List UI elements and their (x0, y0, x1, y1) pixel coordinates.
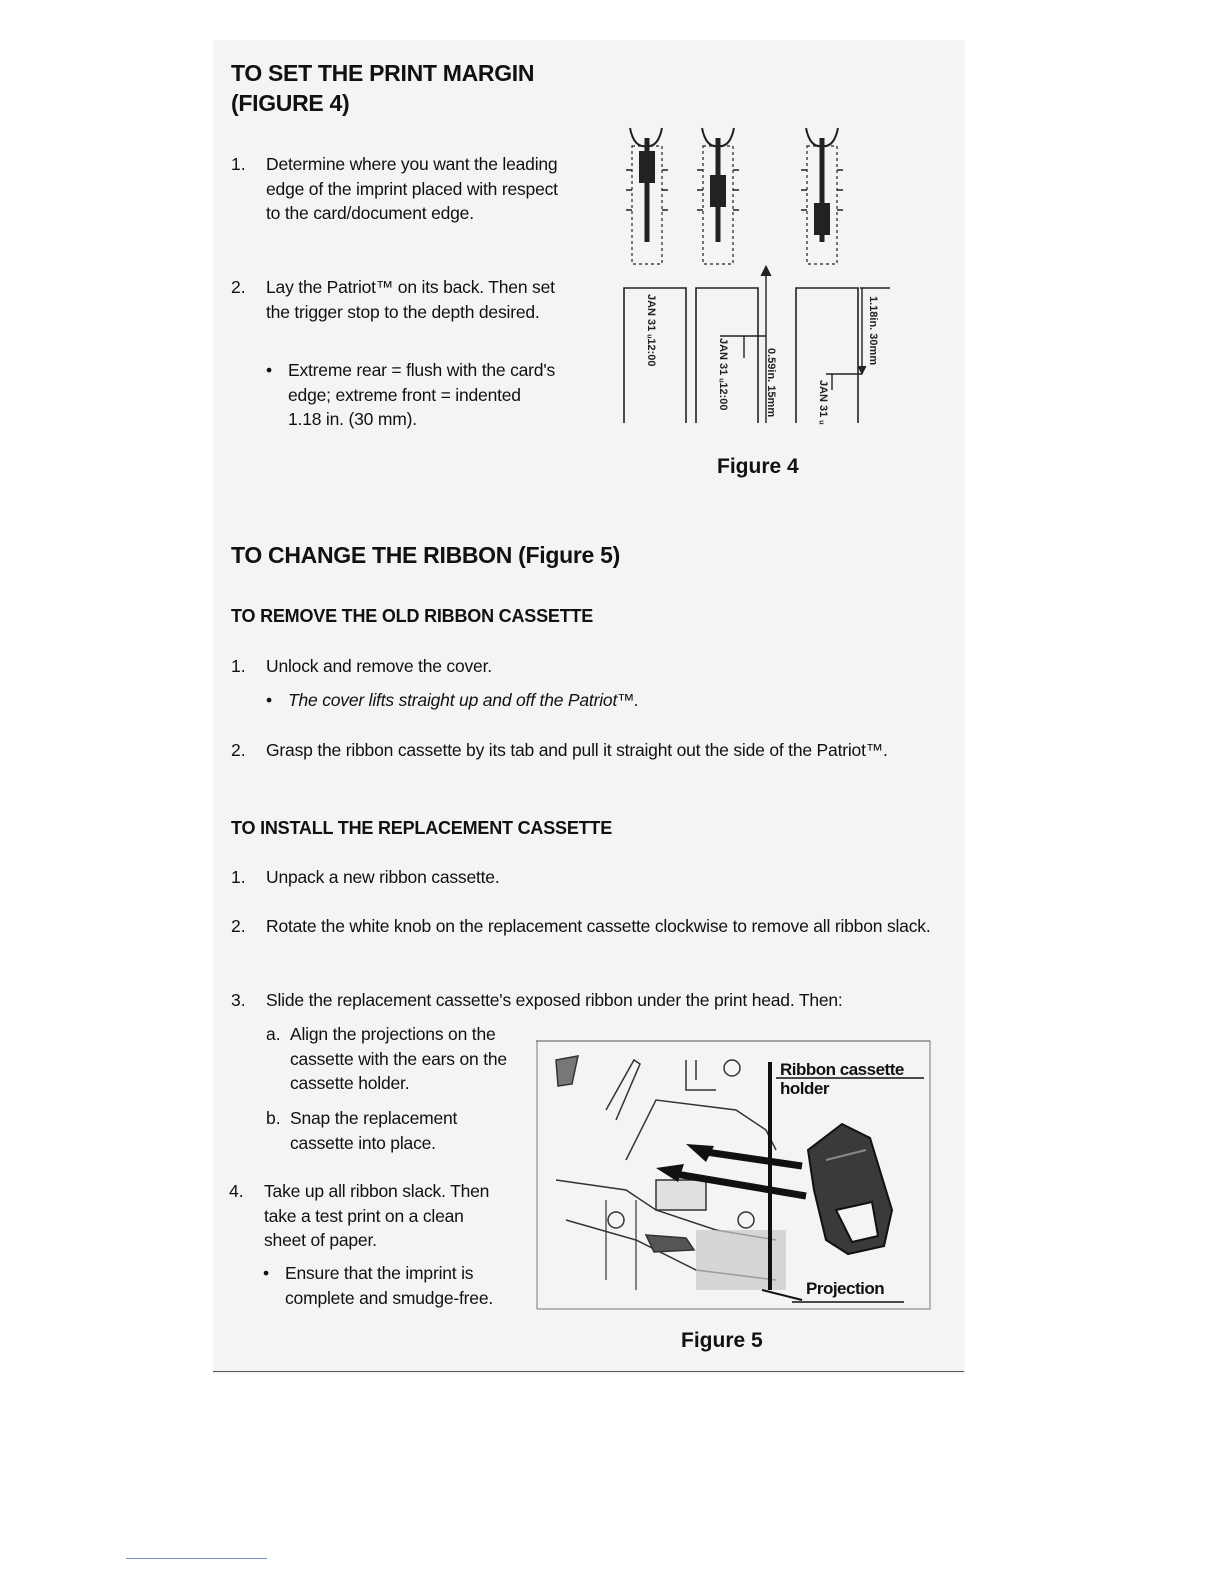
footnote-rule (126, 1558, 267, 1559)
install-step-3b-text: Snap the replacement cassette into place. (290, 1108, 458, 1153)
step-number: 2. (231, 277, 246, 297)
figure-4-diagram (600, 118, 900, 428)
ribbon-cassette (808, 1124, 892, 1254)
subheading-install-cassette: TO INSTALL THE REPLACEMENT CASSETTE (231, 818, 613, 838)
trigger-stop-holder (697, 128, 739, 264)
card-1-imprint: JAN 31 ᵤ12:00 (645, 294, 657, 367)
remove-step-1-bullet: The cover lifts straight up and off the Patriot™. (288, 690, 640, 710)
section-title-print-margin (231, 58, 534, 118)
step-2-bullet: Extreme rear = flush with the card's edge; extreme front = indented 1.18 in. (30 mm). (288, 360, 556, 429)
subheading-remove-cassette: TO REMOVE THE OLD RIBBON CASSETTE (231, 606, 594, 626)
card-3-imprint: JAN 31 ᵤ (817, 380, 829, 425)
step-number: 1. (231, 867, 246, 887)
install-step-1-text: Unpack a new ribbon cassette. (266, 867, 500, 887)
figure-5-caption: Figure 5 (681, 1329, 763, 1352)
step-2-text: Lay the Patriot™ on its back. Then set the trigger stop to the depth desired. (266, 277, 555, 322)
card-2-imprint: JAN 31 ᵤ12:00 (717, 338, 729, 411)
figure-4-caption: Figure 4 (717, 455, 799, 478)
section-title-change-ribbon: TO CHANGE THE RIBBON (Figure 5) (231, 542, 620, 568)
install-step-4-bullet: Ensure that the imprint is complete and smudge-free. (285, 1263, 494, 1308)
remove-step-2-text: Grasp the ribbon cassette by its tab and pull it straight out the side of the Patriot™. (266, 740, 888, 760)
install-step-3a-text: Align the projections on the cassette with the ears on the cassette holder. (290, 1024, 507, 1093)
substep-letter: b. (266, 1108, 281, 1128)
title-line-1: TO SET THE PRINT MARGIN (231, 60, 535, 86)
step-number: 3. (231, 990, 246, 1010)
install-step-3-text: Slide the replacement cassette's exposed ribbon under the print head. Then: (266, 990, 843, 1010)
trigger-stop-holder (801, 128, 843, 264)
step-number: 2. (231, 916, 246, 936)
trigger-stop-holder (626, 128, 668, 264)
remove-step-1-text: Unlock and remove the cover. (266, 656, 492, 676)
step-number: 1. (231, 154, 246, 174)
install-step-4-text: Take up all ribbon slack. Then take a test print on a clean sheet of paper. (264, 1181, 490, 1250)
label-ribbon-cassette-holder: Ribbon cassette holder (780, 1060, 904, 1098)
title-line-2: (FIGURE 4) (231, 90, 350, 116)
bullet-glyph: • (266, 690, 273, 710)
substep-letter: a. (266, 1024, 281, 1044)
step-number: 2. (231, 740, 246, 760)
step-number: 1. (231, 656, 246, 676)
section-divider (213, 1371, 964, 1372)
dimension-label-middle: 0.59in. 15mm (765, 348, 777, 418)
label-projection: Projection (806, 1279, 885, 1298)
step-number: 4. (229, 1181, 244, 1201)
dimension-label-right: 1.18in. 30mm (867, 296, 879, 366)
install-step-2-text: Rotate the white knob on the replacement cassette clockwise to remove all ribbon slack. (266, 916, 931, 936)
bullet-glyph: • (263, 1263, 270, 1283)
bullet-glyph: • (266, 360, 273, 380)
step-1-text: Determine where you want the leading edge of the imprint placed with respect to the card/document edge. (266, 154, 558, 223)
